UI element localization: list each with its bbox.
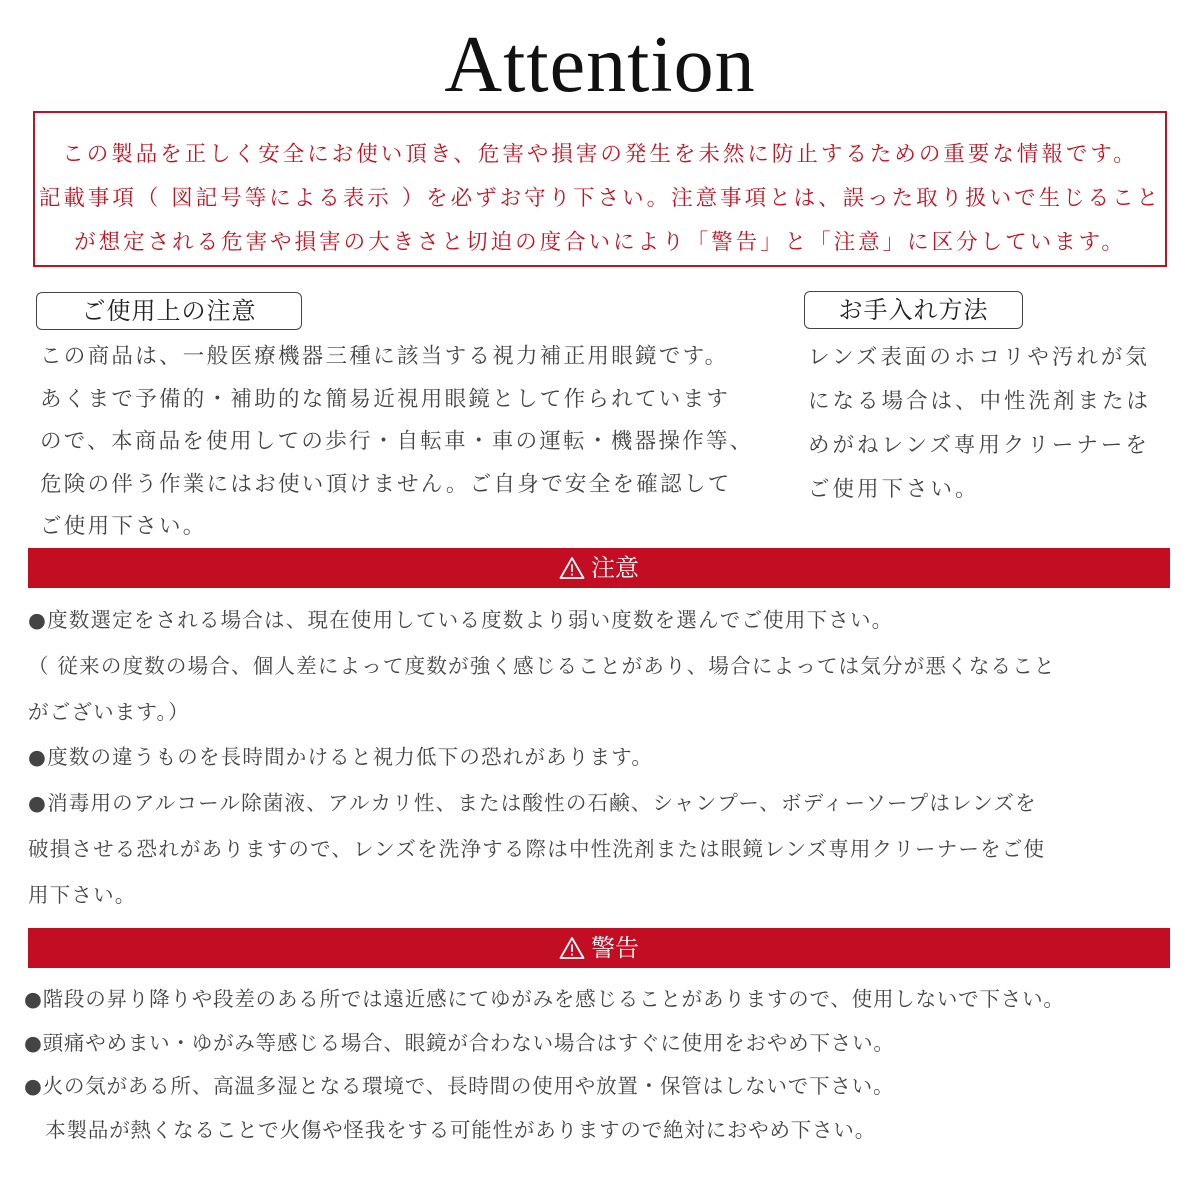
caution-item: ●度数の違うものを長時間かけると視力低下の恐れがあります。 — [28, 745, 654, 770]
notice-line: この製品を正しく安全にお使い頂き、危害や損害の発生を未然に防止するための重要な情報です。 — [62, 142, 1138, 167]
caution-item: ●度数選定をされる場合は、現在使用している度数より弱い度数を選んでご使用下さい。 — [28, 608, 894, 632]
usage-line: ご使用下さい。 — [40, 514, 207, 539]
care-line: ご使用下さい。 — [808, 477, 980, 502]
warning-item: ●階段の昇り降りや段差のある所では遠近感にてゆがみを感じることがありますので、使用しないで下さい。 — [24, 987, 1065, 1011]
notice-box — [33, 111, 1167, 267]
care-text — [808, 336, 1151, 512]
warning-item: ●火の気がある所、高温多湿となる環境で、長時間の使用や放置・保管はしないで下さい。 — [24, 1074, 895, 1098]
caution-item: がございます。） — [28, 699, 190, 724]
usage-line: この商品は、一般医療機器三種に該当する視力補正用眼鏡です。 — [40, 344, 729, 369]
warning-triangle-icon — [559, 556, 585, 580]
page-title: Attention — [444, 21, 756, 109]
warning-item: 本製品が熱くなることで火傷や怪我をする可能性がありますので絶対におやめ下さい。 — [24, 1117, 876, 1142]
notice-line: が想定される危害や損害の大きさと切迫の度合いにより「警告」と「注意」に区分しています。 — [74, 230, 1126, 255]
care-line: レンズ表面のホコリや汚れが気 — [808, 345, 1150, 370]
warning-list — [24, 978, 1065, 1152]
usage-text — [40, 336, 754, 549]
care-heading: お手入れ方法 — [804, 291, 1023, 329]
warning-bar — [28, 928, 1170, 968]
usage-line: ので、本商品を使用しての歩行・自転車・車の運転・機器操作等、 — [40, 429, 754, 454]
caution-item: 破損させる恐れがありますので、レンズを洗浄する際は中性洗剤または眼鏡レンズ専用クリーナーをご使 — [28, 836, 1046, 861]
warning-item: ●頭痛やめまい・ゆがみ等感じる場合、眼鏡が合わない場合はすぐに使用をおやめ下さい。 — [24, 1030, 895, 1055]
caution-item: （ 従来の度数の場合、個人差によって度数が強く感じることがあり、場合によっては気分が悪くなること — [28, 653, 1056, 678]
notice-line: 記載事項（ 図記号等による表示 ）を必ずお守り下さい。注意事項とは、誤った取り扱いで生じること — [38, 186, 1162, 211]
care-line: めがねレンズ専用クリーナーを — [808, 433, 1150, 458]
caution-bar — [28, 548, 1170, 588]
caution-list — [28, 598, 1056, 919]
caution-item: 用下さい。 — [28, 882, 137, 907]
warning-triangle-icon — [559, 936, 585, 960]
usage-line: 危険の伴う作業にはお使い頂けません。ご自身で安全を確認して — [40, 471, 732, 497]
caution-heading: 注意 — [591, 554, 639, 582]
usage-heading: ご使用上の注意 — [36, 292, 302, 330]
care-line: になる場合は、中性洗剤または — [808, 389, 1152, 414]
usage-line: あくまで予備的・補助的な簡易近視用眼鏡として作られています — [40, 386, 731, 412]
warning-heading: 警告 — [591, 934, 639, 962]
caution-item: ●消毒用のアルコール除菌液、アルカリ性、または酸性の石鹸、シャンプー、ボディーソープはレンズを — [28, 791, 1037, 816]
